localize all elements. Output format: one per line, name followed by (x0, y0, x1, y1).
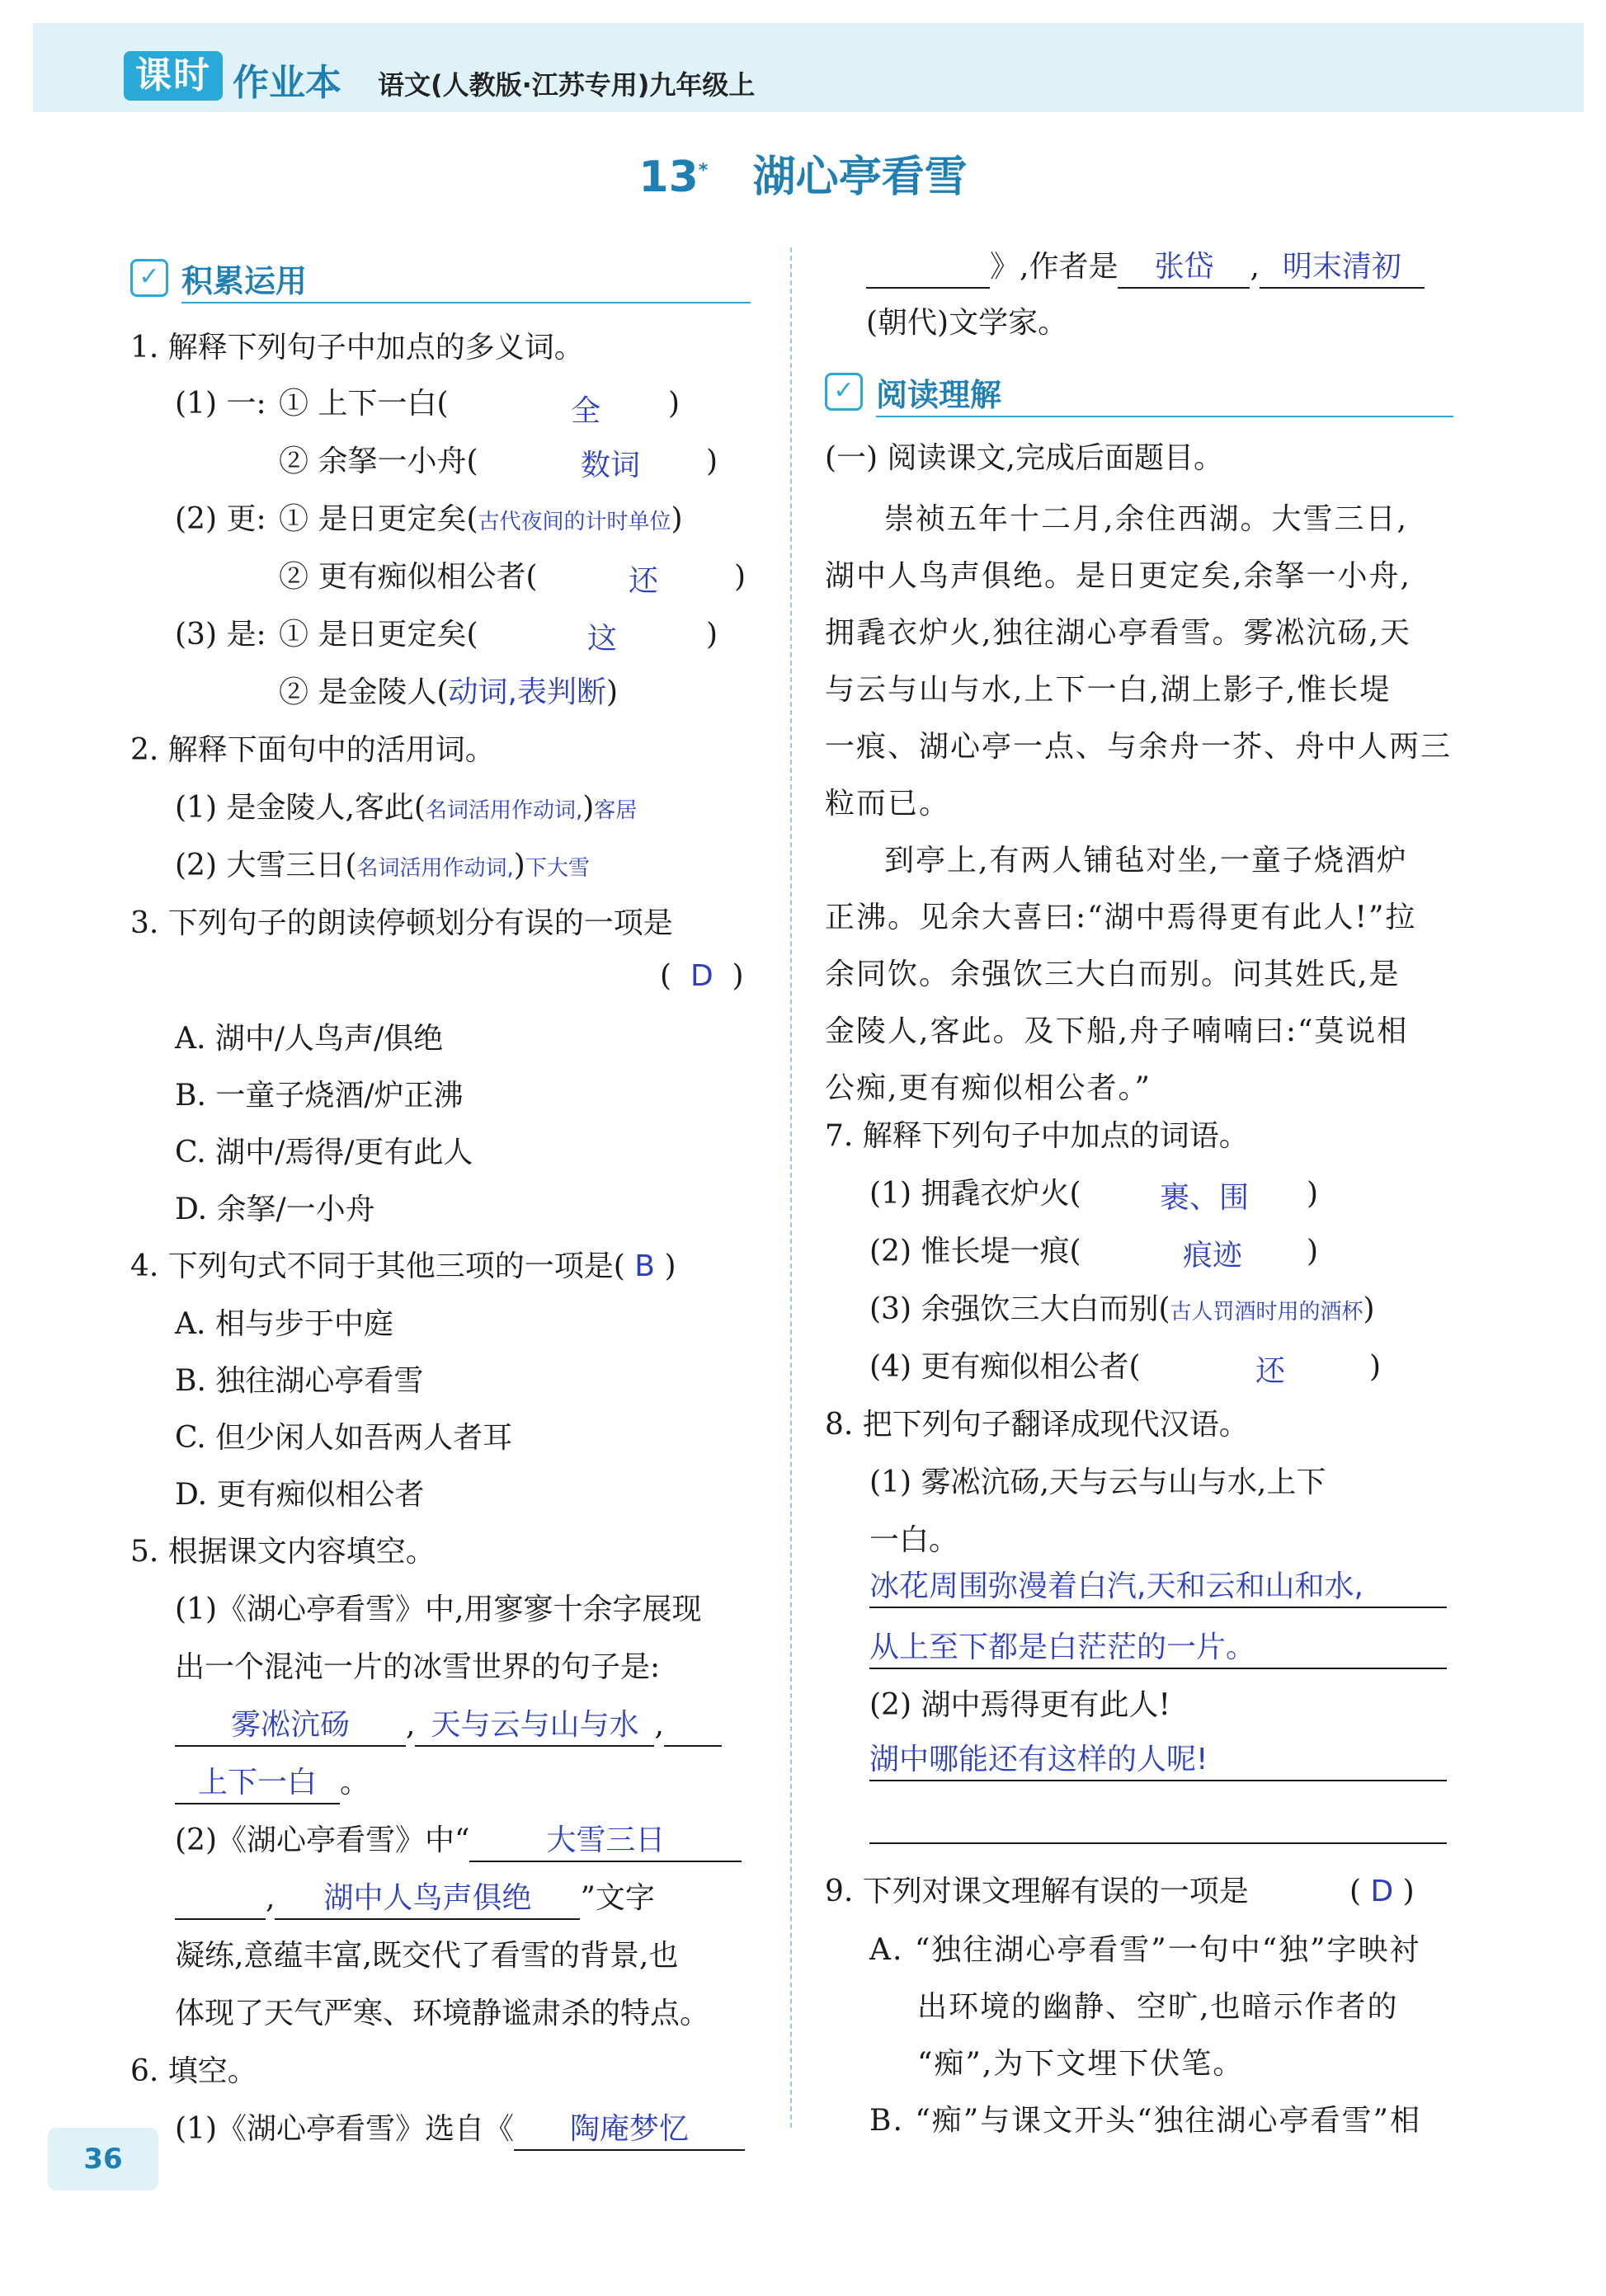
q5-text: 体现了天气严寒、环境静谧肃杀的特点。 (175, 1997, 710, 2030)
q5-answer: 雾凇沆砀 (175, 1706, 406, 1747)
passage-line: 湖中人鸟声俱绝。是日更定矣,余拏一小舟, (825, 559, 1411, 593)
q1-group3-label: (3) 是: (175, 618, 266, 652)
section-accumulate (130, 256, 757, 305)
q1-item: ① 上下一白( (279, 387, 449, 421)
book-title: 语文(人教版·江苏专用)九年级上 (378, 69, 756, 101)
page-number: 36 (48, 2128, 158, 2190)
q8-answer: 从上至下都是白茫茫的一片。 (869, 1628, 1447, 1669)
paren-close: ) (706, 618, 718, 652)
q2-item: (1) 是金陵人,客此(名词活用作动词,)客居 (175, 791, 638, 825)
q3-option: B. 一童子烧酒/炉正沸 (175, 1079, 464, 1113)
q1-item: ① 是日更定矣( (279, 618, 478, 652)
q2-item: (2) 大雪三日(名词活用作动词,)下大雪 (175, 849, 590, 882)
q1-item: ② 更有痴似相公者( (279, 560, 538, 594)
paren-close: ) (734, 560, 746, 594)
q8-text: (2) 湖中焉得更有此人! (869, 1688, 1170, 1722)
q1-item: ① 是日更定矣(古代夜间的计时单位) (279, 502, 683, 536)
q1-stem: 1. 解释下列句子中加点的多义词。 (130, 331, 584, 365)
q7-item: (4) 更有痴似相公者( (869, 1350, 1141, 1384)
q7-answer: 裹、围 (1159, 1181, 1249, 1215)
paren-close: ) (1307, 1177, 1319, 1211)
q7-item: (3) 余强饮三大白而别(古人罚酒时用的酒杯) (869, 1292, 1375, 1326)
section-reading-title: 阅读理解 (876, 377, 1002, 413)
q8-answer-row (869, 1567, 1447, 1608)
q1-answer: 数词 (580, 449, 640, 482)
q8-text: (1) 雾凇沆砀,天与云与山与水,上下 (869, 1466, 1326, 1499)
passage-line: 一痕、湖心亭一点、与余舟一芥、舟中人两三 (825, 730, 1453, 764)
q3-answer-paren: ( D ) (660, 959, 744, 993)
paren-close: ) (1307, 1235, 1319, 1268)
q4-option: B. 独往湖心亭看雪 (175, 1364, 424, 1398)
q5-answer: 天与云与山与水 (415, 1706, 654, 1747)
option-line: “痴”,为下文埋下伏笔。 (917, 2047, 1245, 2081)
q6-row: 》,作者是 张岱 , 明末清初 (866, 247, 1425, 289)
reading-para1 (825, 491, 1452, 832)
lesson-title (0, 142, 1606, 204)
passage-line: 崇祯五年十二月,余住西湖。大雪三日, (884, 502, 1408, 536)
passage-line: 与云与山与水,上下一白,湖上影子,惟长堤 (825, 673, 1392, 707)
q4-answer: B (634, 1249, 655, 1283)
q7-item: (2) 惟长堤一痕( (869, 1235, 1081, 1268)
q1-group2-label: (2) 更: (175, 502, 266, 536)
q1-group1-label: (1) 一: (175, 387, 266, 421)
q5-stem: 5. 根据课文内容填空。 (130, 1535, 436, 1569)
q2-stem: 2. 解释下面句中的活用词。 (130, 733, 495, 767)
q5-answer: 湖中人鸟声俱绝 (275, 1879, 580, 1920)
q5-blank-row: 雾凇沆砀 , 天与云与山与水 , (175, 1706, 722, 1747)
passage-line: 拥毳衣炉火,独往湖心亭看雪。雾凇沆砀,天 (825, 616, 1411, 650)
q5-answer: 上下一白 (175, 1763, 340, 1804)
q9-answer: D (1370, 1875, 1394, 1908)
section-underline (181, 302, 751, 303)
section-underline (876, 416, 1453, 417)
q1-answer: 全 (570, 394, 600, 428)
q8-stem: 8. 把下列句子翻译成现代汉语。 (825, 1408, 1249, 1442)
q4-option: C. 但少闲人如吾两人者耳 (175, 1421, 513, 1455)
q6-stem: 6. 填空。 (130, 2054, 257, 2088)
logo: 课时 (124, 51, 223, 101)
q3-answer: D (690, 959, 714, 993)
q5-blank-row: 上下一白 。 (175, 1763, 370, 1804)
q9-optB: B. “痴”与课文开头“独往湖心亭看雪”相 (869, 2104, 1421, 2138)
q6-answer: 明末清初 (1260, 247, 1425, 289)
q8-text: 一白。 (869, 1523, 959, 1557)
q5-blank-row: , 湖中人鸟声俱绝 ”文字 (175, 1879, 655, 1920)
q5-text: 凝练,意蕴丰富,既交代了看雪的背景,也 (175, 1939, 679, 1973)
section-accumulate-title: 积累运用 (181, 263, 308, 299)
q6-text: (朝代)文学家。 (866, 306, 1068, 340)
q1-answer: 这 (586, 622, 617, 656)
q4-option: A. 相与步于中庭 (175, 1307, 393, 1341)
q9-answer-paren: ( D ) (1349, 1875, 1415, 1908)
q3-stem: 3. 下列句子的朗读停顿划分有误的一项是 (130, 906, 673, 940)
q4-stem: 4. 下列句式不同于其他三项的一项是( B ) (130, 1249, 676, 1283)
paren-close: ) (668, 387, 681, 421)
q6-answer: 张岱 (1118, 247, 1250, 289)
q9-optA (869, 1922, 1421, 2092)
reading-para2 (825, 832, 1416, 1117)
lesson-mark: * (698, 160, 709, 181)
q6-answer: 陶庵梦忆 (514, 2110, 745, 2151)
q1-item: ② 是金陵人(动词,表判断) (279, 675, 618, 709)
q7-stem: 7. 解释下列句子中加点的词语。 (825, 1119, 1249, 1153)
q7-item: (1) 拥毳衣炉火( (869, 1177, 1081, 1211)
q3-option: D. 余拏/一小舟 (175, 1193, 375, 1226)
lesson-number: 13 (638, 153, 699, 202)
lesson-name: 湖心亭看雪 (752, 153, 968, 202)
passage-line: 正沸。见余大喜曰:“湖中焉得更有此人!”拉 (825, 901, 1417, 934)
paren-close: ) (706, 445, 718, 478)
passage-line: 公痴,更有痴似相公者。” (825, 1071, 1152, 1105)
q6-row: (1)《湖心亭看雪》选自《 陶庵梦忆 (175, 2110, 745, 2151)
q1-item: ② 余拏一小舟( (279, 445, 478, 478)
option-line: A. “独往湖心亭看雪”一句中“独”字映衬 (869, 1933, 1421, 1967)
q4-option: D. 更有痴似相公者 (175, 1478, 425, 1512)
q8-answer: 湖中哪能还有这样的人呢! (869, 1740, 1447, 1781)
q1-answer: 还 (628, 564, 658, 598)
section-reading (825, 369, 1452, 419)
q8-blank-row (869, 1803, 1447, 1844)
option-line: 出环境的幽静、空旷,也暗示作者的 (917, 1990, 1399, 2024)
q5-answer: 大雪三日 (469, 1821, 742, 1862)
q8-answer: 冰花周围弥漫着白汽,天和云和山和水, (869, 1567, 1447, 1608)
passage-line: 余同饮。余强饮三大白而别。问其姓氏,是 (825, 957, 1401, 991)
q5-text: (1)《湖心亭看雪》中,用寥寥十余字展现 (175, 1593, 702, 1626)
column-divider (790, 247, 792, 2128)
q3-option: C. 湖中/焉得/更有此人 (175, 1136, 473, 1169)
q9-stem: 9. 下列对课文理解有误的一项是 (825, 1875, 1249, 1908)
passage-line: 金陵人,客此。及下船,舟子喃喃曰:“莫说相 (825, 1014, 1409, 1048)
brand-name: 作业本 (233, 62, 341, 104)
q3-option: A. 湖中/人鸟声/俱绝 (175, 1022, 444, 1056)
paren-close: ) (1369, 1350, 1382, 1384)
passage-line: 粒而已。 (825, 787, 951, 821)
check-icon: ✓ (130, 259, 168, 297)
q8-answer-row (869, 1740, 1447, 1781)
passage-line: 到亭上,有两人铺毡对坐,一童子烧酒炉 (884, 844, 1408, 877)
check-icon: ✓ (825, 373, 863, 411)
q7-answer: 还 (1255, 1354, 1285, 1388)
q5-text: 出一个混沌一片的冰雪世界的句子是: (175, 1650, 661, 1684)
q7-answer: 痕迹 (1182, 1239, 1242, 1273)
reading-intro: (一) 阅读课文,完成后面题目。 (825, 441, 1223, 475)
q5-blank-row: (2)《湖心亭看雪》中“ 大雪三日 (175, 1821, 742, 1862)
q8-answer-row (869, 1628, 1447, 1669)
